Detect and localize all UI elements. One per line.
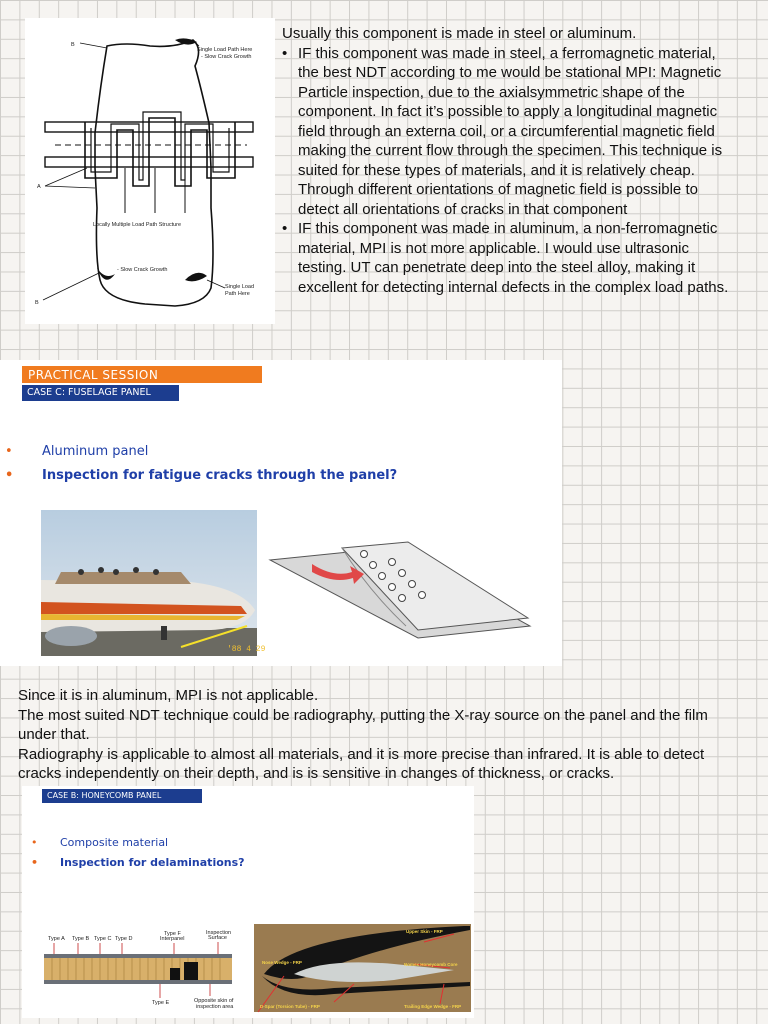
case-c-bullet-aluminum: • Aluminum panel xyxy=(42,444,522,459)
top-note-bullets xyxy=(282,44,734,298)
middle-note-line-1: Since it is in aluminum, MPI is not applicable. xyxy=(18,687,319,704)
photo-date-stamp: '88 4 29 xyxy=(227,645,266,654)
slide-case-b xyxy=(22,786,474,1018)
wing-section-photo xyxy=(254,924,471,1012)
panel-label-interpanel: Interpanel xyxy=(160,936,185,942)
top-note-intro: Usually this component is made in steel or aluminum. xyxy=(282,25,637,42)
wing-label-d-spar: D-Spar (Torsion Tube) - FRP xyxy=(260,1004,320,1009)
middle-note xyxy=(18,686,748,784)
panel-label-type-c: Type C xyxy=(94,936,112,942)
session-title-bar xyxy=(22,366,262,383)
load-path-figure xyxy=(25,18,275,324)
diagram-label-slow-crack-top: - Slow Crack Growth xyxy=(201,54,252,60)
wing-label-trailing-wedge: Trailing Edge Wedge - FRP xyxy=(404,1004,462,1009)
wing-label-nose-wedge: Nose Wedge - FRP xyxy=(262,960,302,965)
top-note xyxy=(282,24,734,297)
panel-label-type-f: Type F xyxy=(164,931,181,937)
top-note-bullet-aluminum: • IF this component was made in aluminum, a non-ferromagnetic material, MPI is not more applicable. I would use ultrasonic testing. UT can penetrate deep into the steel alloy, making it excellent for detecting internal defects in the complex load paths. xyxy=(282,219,734,297)
session-title: PRACTICAL SESSION xyxy=(28,368,159,382)
case-c-bullet-inspection: • Inspection for fatigue cracks through the panel? xyxy=(42,468,522,483)
case-c-bullets xyxy=(42,444,522,492)
diagram-marker-b-top: B xyxy=(71,42,75,48)
case-b-bullet-composite: • Composite material xyxy=(60,836,440,849)
case-c-label: CASE C: FUSELAGE PANEL xyxy=(22,385,179,401)
diagram-label-slow-crack-bottom: - Slow Crack Growth xyxy=(117,267,168,273)
load-path-diagram xyxy=(25,18,275,324)
wing-label-nomex-core: Nomex Honeycomb Core xyxy=(404,962,458,967)
airplane-photo-drawing xyxy=(41,510,266,656)
middle-note-line-2: The most suited NDT technique could be radiography, putting the X-ray source on the panel and the film under that. xyxy=(18,706,708,743)
diagram-label-single-load-bottom-2: Path Here xyxy=(225,291,250,297)
case-b-bullet-delamination: • Inspection for delaminations? xyxy=(60,856,440,869)
honeycomb-section-drawing xyxy=(40,926,236,1010)
panel-label-opposite-area: inspection area xyxy=(196,1004,234,1010)
top-note-bullet-steel: • IF this component was made in steel, a ferromagnetic material, the best NDT according to me would be stational MPI: Magnetic Particle inspection, due to the axialsymmetric shape of the component. In fact it’s possible to apply a longitudinal magnetic field through an externa coil, or a circumferential magnetic field making the current flow through the specimen. This technique is suited for these types of materials, and it is relatively cheap. Through different orientations of magnetic field is possible to detect all orientations of cracks in that component xyxy=(282,44,734,220)
panel-label-type-e: Type E xyxy=(152,1000,170,1006)
diagram-label-single-load-bottom-1: Single Load xyxy=(225,284,255,290)
slide-case-c xyxy=(0,360,562,666)
panel-sketch-drawing xyxy=(268,530,532,640)
case-b-bullets xyxy=(60,836,440,876)
honeycomb-section-figure xyxy=(40,926,236,1010)
airplane-photo xyxy=(41,510,266,656)
wing-label-upper-skin: Upper Skin - FRP xyxy=(406,929,443,934)
wing-section-drawing xyxy=(254,924,471,1012)
panel-label-type-b: Type B xyxy=(72,936,90,942)
case-b-label: CASE B: HONEYCOMB PANEL xyxy=(42,789,202,803)
panel-sketch xyxy=(268,530,532,640)
middle-note-line-3: Radiography is applicable to almost all materials, and it is more precise than infrared. It is able to detect cracks independently on their depth, and is is sensitive in changes of thickness, or cracks. xyxy=(18,745,705,782)
panel-label-surface: Surface xyxy=(208,935,227,941)
panel-label-type-d: Type D xyxy=(115,936,133,942)
panel-label-type-a: Type A xyxy=(48,936,65,942)
diagram-label-single-load-top: Single Load Path Here xyxy=(197,47,253,53)
panel-label-inspection: Inspection xyxy=(206,930,232,936)
diagram-marker-a: A xyxy=(37,184,41,190)
diagram-marker-b-bottom: B xyxy=(35,300,39,306)
diagram-label-locally-multiple: Locally Multiple Load Path Structure xyxy=(93,222,182,228)
panel-label-opposite-skin: Opposite skin of xyxy=(194,998,234,1004)
